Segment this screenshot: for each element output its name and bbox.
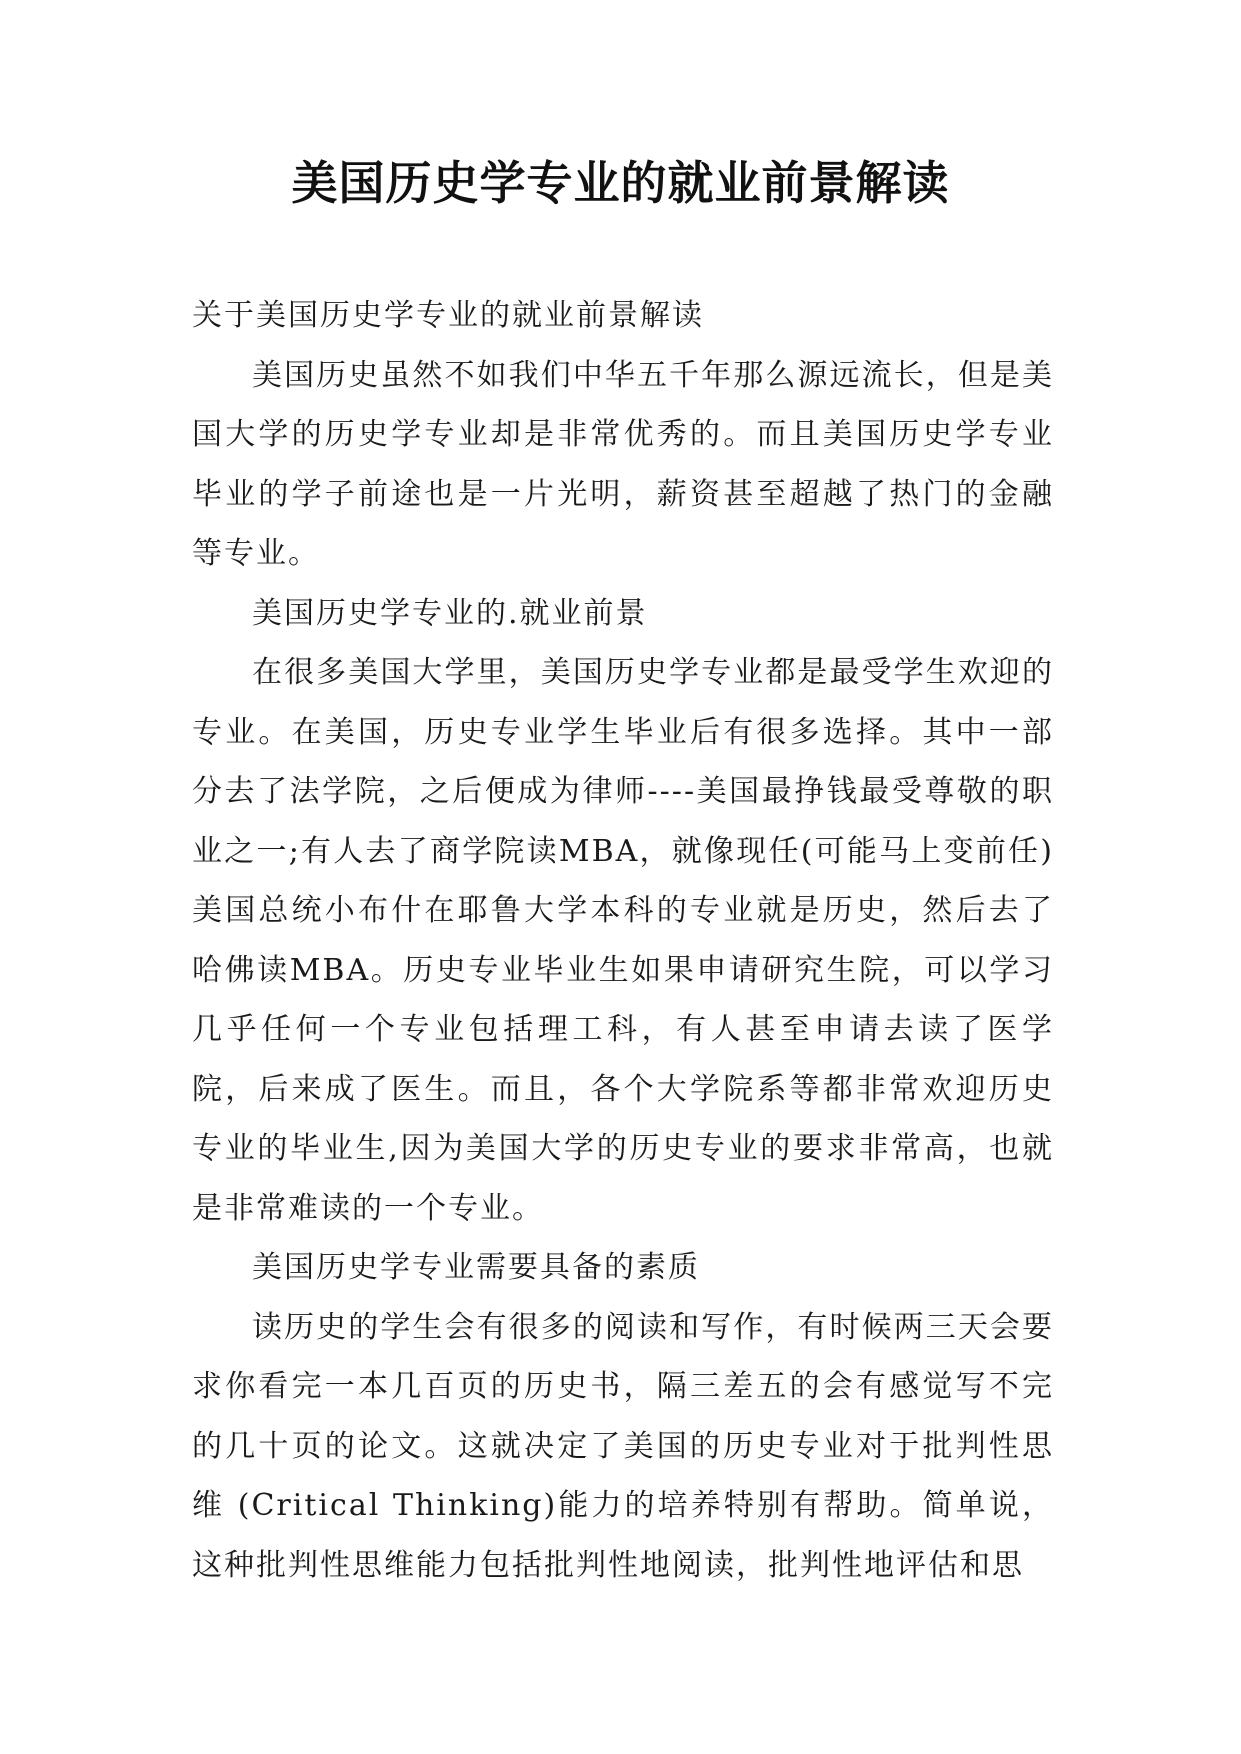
paragraph-career-outlook: 在很多美国大学里，美国历史学专业都是最受学生欢迎的专业。在美国，历史专业学生毕业后有很多选择。其中一部分去了法学院，之后便成为律师----美国最挣钱最受尊敬的职业之一;有人去了商学院读MBA，就像现任(可能马上变前任)美国总统小布什在耶鲁大学本科的专业就是历史，然后去了哈佛读MBA。历史专业毕业生如果申请研究生院，可以学习几乎任何一个专业包括理工科，有人甚至申请去读了医学院，后来成了医生。而且，各个大学院系等都非常欢迎历史专业的毕业生,因为美国大学的历史专业的要求非常高，也就是非常难读的一个专业。 [192,655,1054,1226]
section-heading-career-outlook: 美国历史学专业的.就业前景 [252,595,648,631]
paragraph-required-qualities: 读历史的学生会有很多的阅读和写作，有时候两三天会要求你看完一本几百页的历史书，隔三差五的会有感觉写不完的几十页的论文。这就决定了美国的历史专业对于批判性思维 (Critical Thinking)能力的培养特别有帮助。简单说，这种批判性思维能力包括批判性地阅读，批判性地评估和思 [192,1309,1054,1583]
paragraph-intro: 关于美国历史学专业的就业前景解读 [192,298,704,333]
document-title: 美国历史学专业的就业前景解读 [291,156,950,210]
section-heading-required-qualities: 美国历史学专业需要具备的素质 [252,1250,700,1285]
document-body [192,286,1054,1595]
paragraph-overview: 美国历史虽然不如我们中华五千年那么源远流长，但是美国大学的历史学专业却是非常优秀的。而且美国历史学专业毕业的学子前途也是一片光明，薪资甚至超越了热门的金融等专业。 [192,357,1054,571]
